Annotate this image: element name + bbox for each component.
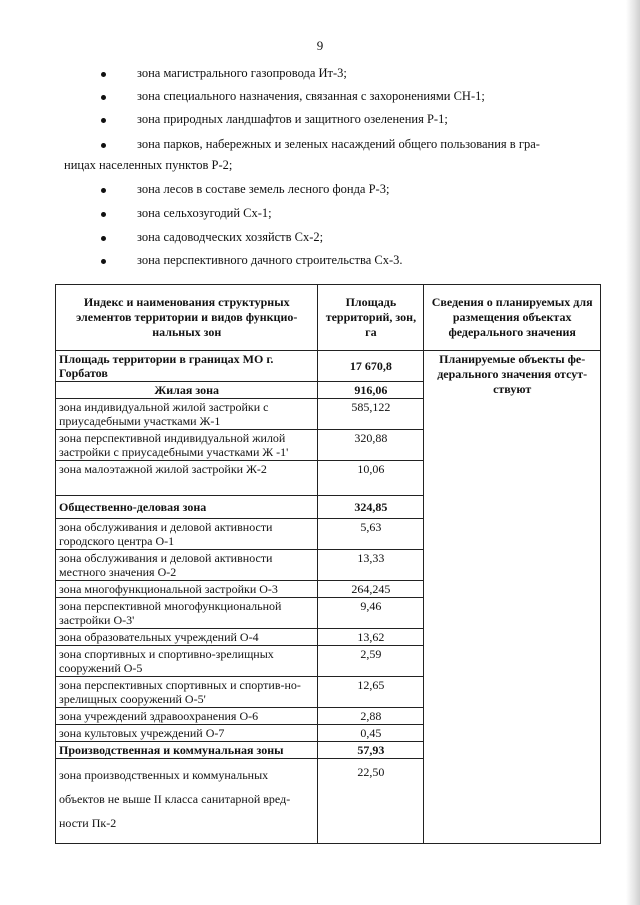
zone-label: зона учреждений здравоохранения О-6 <box>56 708 318 725</box>
column-header-area: Площадь территорий, зон, га <box>318 285 424 351</box>
zone-area: 13,33 <box>318 550 424 581</box>
bullet-icon <box>101 72 106 77</box>
bullet-icon <box>101 212 106 217</box>
zone-label: зона обслуживания и деловой активности местного значения О-2 <box>56 550 318 581</box>
zone-area: 10,06 <box>318 461 424 496</box>
list-item-text: зона лесов в составе земель лесного фонда Р-3; <box>137 182 390 196</box>
table-row-total <box>56 351 601 382</box>
zone-area: 12,65 <box>318 677 424 708</box>
list-item <box>0 182 640 202</box>
list-item <box>0 89 640 109</box>
zone-label: зона спортивных и спортивно-зрелищных сооружений О-5 <box>56 646 318 677</box>
column-header-zone: Индекс и наименования структурных элементов территории и видов функцио-нальных зон <box>56 285 318 351</box>
zone-area: 2,59 <box>318 646 424 677</box>
zone-area: 2,88 <box>318 708 424 725</box>
list-item-text: зона садоводческих хозяйств Сх-2; <box>137 230 324 244</box>
list-item <box>0 253 640 273</box>
zone-group-label: Производственная и коммунальная зоны <box>56 742 318 759</box>
zone-area: 0,45 <box>318 725 424 742</box>
zone-area: 916,06 <box>318 382 424 399</box>
bullet-icon <box>101 259 106 264</box>
list-item-text: зона перспективного дачного строительства Сх-3. <box>137 253 403 267</box>
zone-area: 324,85 <box>318 496 424 519</box>
total-label: Площадь территории в границах МО г. Горбатов <box>56 351 318 382</box>
zone-area: 5,63 <box>318 519 424 550</box>
list-item <box>0 112 640 132</box>
zone-group-label: Жилая зона <box>56 382 318 399</box>
zone-area: 22,50 <box>318 759 424 844</box>
list-item-text: зона природных ландшафтов и защитного озеленения Р-1; <box>137 112 448 126</box>
column-header-federal: Сведения о планируемых для размещения объектах федерального значения <box>424 285 601 351</box>
list-item <box>0 66 640 86</box>
bullet-icon <box>101 118 106 123</box>
zone-area: 9,46 <box>318 598 424 629</box>
zone-area: 320,88 <box>318 430 424 461</box>
zone-label: зона обслуживания и деловой активности городского центра О-1 <box>56 519 318 550</box>
list-item <box>0 206 640 226</box>
zone-label: зона малоэтажной жилой застройки Ж-2 <box>56 461 318 496</box>
zone-label: зона перспективной индивидуальной жилой застройки с приусадебными участками Ж -1' <box>56 430 318 461</box>
page-number: 9 <box>316 38 324 53</box>
zone-label: зона культовых учреждений О-7 <box>56 725 318 742</box>
zone-area: 57,93 <box>318 742 424 759</box>
federal-objects-note: Планируемые объекты фе-дерального значения отсут-ствуют <box>424 351 601 844</box>
zones-table <box>55 284 601 844</box>
zone-label: зона многофункциональной застройки О-3 <box>56 581 318 598</box>
bullet-icon <box>101 236 106 241</box>
zone-area: 264,245 <box>318 581 424 598</box>
list-item <box>0 230 640 250</box>
list-item-text: зона парков, набережных и зеленых насаждений общего пользования в гра- <box>137 137 540 151</box>
zone-area: 585,122 <box>318 399 424 430</box>
list-item-text: зона специального назначения, связанная с захоронениями СН-1; <box>137 89 485 103</box>
table-header-row <box>56 285 601 351</box>
zone-label: зона образовательных учреждений О-4 <box>56 629 318 646</box>
bullet-icon <box>101 188 106 193</box>
zone-label: зона перспективных спортивных и спортив-но-зрелищных сооружений О-5' <box>56 677 318 708</box>
bullet-icon <box>101 143 106 148</box>
list-item-text: зона сельхозугодий Сх-1; <box>137 206 272 220</box>
zone-label: зона индивидуальной жилой застройки с приусадебными участками Ж-1 <box>56 399 318 430</box>
zone-label: зона перспективной многофункциональной застройки О-3' <box>56 598 318 629</box>
total-value: 17 670,8 <box>318 351 424 382</box>
zone-label: зона производственных и коммунальных объектов не выше II класса санитарной вред-ности Пк-2 <box>56 759 318 844</box>
list-item <box>0 137 640 157</box>
list-item-continuation: ницах населенных пунктов Р-2; <box>64 158 233 172</box>
bullet-icon <box>101 95 106 100</box>
scan-edge-shadow <box>626 0 640 905</box>
zone-group-label: Общественно-деловая зона <box>56 496 318 519</box>
zone-area: 13,62 <box>318 629 424 646</box>
list-item-text: зона магистрального газопровода Ит-3; <box>137 66 347 80</box>
